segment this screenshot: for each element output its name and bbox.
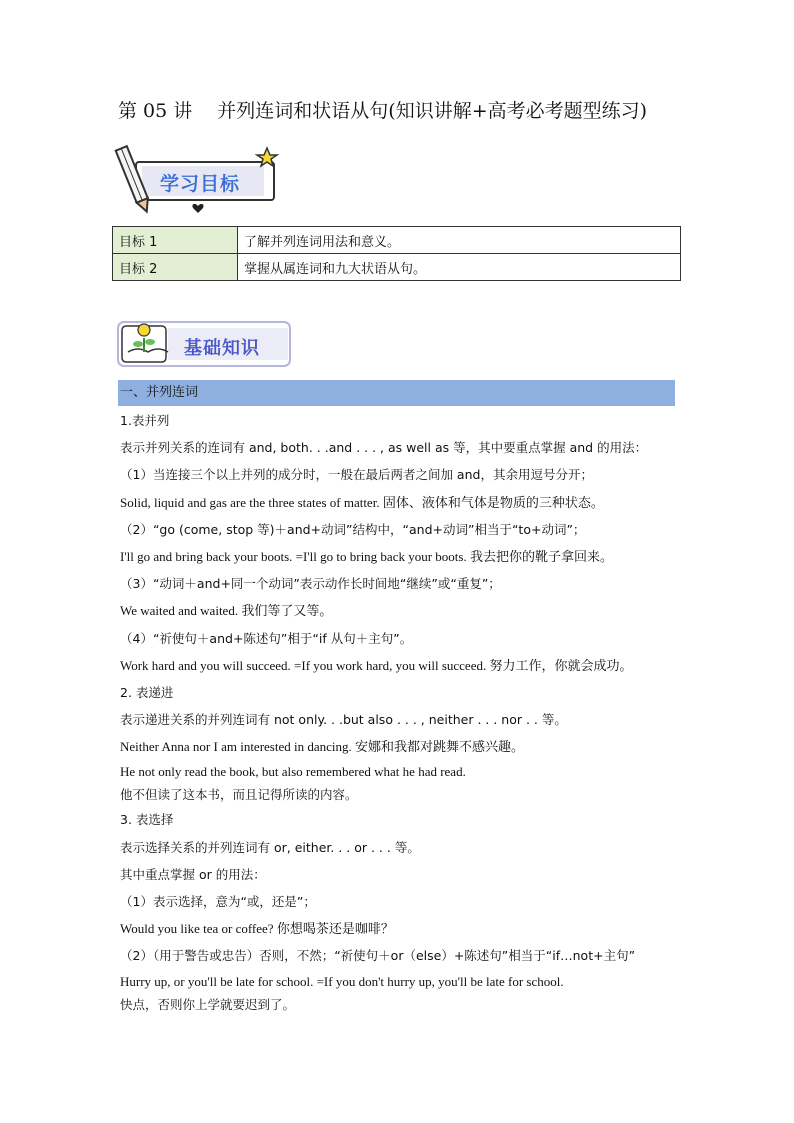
table-row: [113, 227, 681, 254]
page-title: 第 05 讲 并列连词和状语从句(知识讲解+高考必考题型练习): [118, 100, 648, 122]
text-line: 其中重点掌握 or 的用法：: [120, 866, 266, 882]
goal-label: 目标 2: [113, 254, 238, 281]
text-line: Neither Anna nor I am interested in dancing. 安娜和我都对跳舞不感兴趣。: [120, 739, 525, 755]
text-line: I'll go and bring back your boots. =I'll go to bring back your boots. 我去把你的靴子拿回来。: [120, 548, 613, 564]
text-line: （4）“祈使句＋and+陈述句”相于“if 从句＋主句”。: [120, 630, 413, 646]
text-line: （3）“动词＋and+同一个动词”表示动作长时间地“继续”或“重复”；: [120, 576, 501, 592]
text-line: 2. 表递进: [120, 684, 174, 700]
goal-label: 目标 1: [113, 227, 238, 254]
text-line: （1）表示选择，意为“或，还是”；: [120, 894, 316, 909]
basic-knowledge-badge: [116, 316, 296, 374]
learning-goals-badge: [114, 140, 284, 216]
text-line: 3. 表选择: [120, 812, 174, 828]
text-line: 快点，否则你上学就要迟到了。: [120, 996, 296, 1012]
table-row: [113, 254, 681, 281]
text-line: 表示并列关系的连词有 and, both. . .and . . . , as well as 等，其中要重点掌握 and 的用法：: [120, 440, 648, 456]
learning-goals-label: 学习目标: [160, 173, 241, 195]
text-line: （1）当连接三个以上并列的成分时，一般在最后两者之间加 and，其余用逗号分开；: [120, 467, 593, 483]
text-line: 他不但读了这本书，而且记得所读的内容。: [120, 787, 358, 803]
text-line: （2）（用于警告或忠告）否则，不然；“祈使句＋or（else）+陈述句”相当于“if…not+主句”: [120, 948, 636, 964]
goal-text: 掌握从属连词和九大状语从句。: [238, 254, 681, 281]
text-line: Solid, liquid and gas are the three states of matter. 固体、液体和气体是物质的三种状态。: [120, 494, 604, 510]
text-line: Hurry up, or you'll be late for school. =If you don't hurry up, you'll be late for school.: [120, 973, 564, 989]
text-line: 1.表并列: [120, 413, 170, 428]
text-line: Would you like tea or coffee? 你想喝茶还是咖啡？: [120, 921, 394, 937]
text-line: （2）“go (come, stop 等)＋and+动词”结构中，“and+动词”相当于“to+动词”；: [120, 521, 586, 537]
basic-knowledge-label: 基础知识: [184, 338, 260, 359]
body-text: [120, 407, 690, 1016]
text-line: We waited and waited. 我们等了又等。: [120, 603, 333, 619]
goal-text: 了解并列连词用法和意义。: [238, 227, 681, 254]
text-line: Work hard and you will succeed. =If you work hard, you will succeed. 努力工作，你就会成功。: [120, 657, 633, 673]
goals-table: [112, 226, 681, 281]
text-line: He not only read the book, but also remembered what he had read.: [120, 764, 466, 780]
section-heading: 一、并列连词: [118, 380, 675, 406]
text-line: 表示选择关系的并列连词有 or, either. . . or . . . 等。: [120, 839, 420, 855]
text-line: 表示递进关系的并列连词有 not only. . .but also . . . , neither . . . nor . . 等。: [120, 712, 567, 728]
